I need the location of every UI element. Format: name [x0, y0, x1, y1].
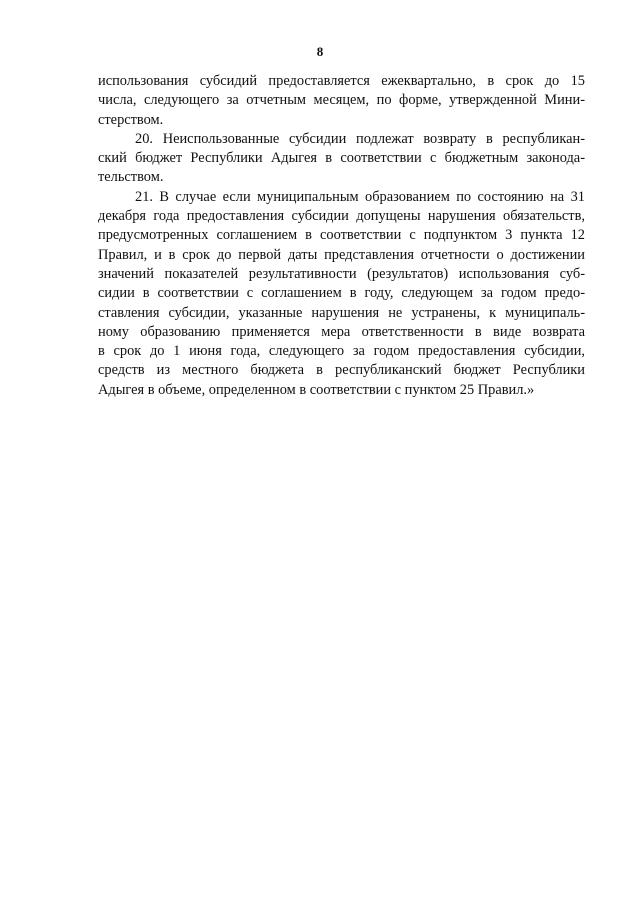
paragraph-item-21	[98, 188, 585, 400]
paragraph-item-20	[98, 130, 585, 188]
text-line: 20. Неиспользованные субсидии подлежат возврату в республикан-	[135, 130, 585, 147]
text-line: стерством.	[98, 111, 164, 128]
text-line: в срок до 1 июня года, следующего за годом предоставления субсидии,	[98, 343, 585, 360]
text-line: тельством.	[98, 169, 164, 186]
paragraph	[98, 72, 585, 130]
text-line: ский бюджет Республики Адыгея в соответствии с бюджетным законода-	[98, 150, 585, 167]
text-line: числа, следующего за отчетным месяцем, по форме, утвержденной Мини-	[98, 92, 585, 109]
text-line: средств из местного бюджета в республиканский бюджет Республики	[98, 362, 585, 379]
text-line: Адыгея в объеме, определенном в соответствии с пунктом 25 Правил.»	[98, 381, 535, 398]
page-number: 8	[316, 44, 324, 59]
text-line: ному образованию применяется мера ответственности в виде возврата	[98, 323, 585, 340]
text-line: значений показателей результативности (результатов) использования суб-	[98, 265, 585, 282]
text-line: ставления субсидии, указанные нарушения не устранены, к муниципаль-	[98, 304, 585, 321]
text-line: предусмотренных соглашением в соответствии с подпунктом 3 пункта 12	[98, 227, 585, 244]
text-line: сидии в соответствии с соглашением в году, следующем за годом предо-	[98, 285, 585, 302]
text-line: использования субсидий предоставляется ежеквартально, в срок до 15	[98, 73, 585, 89]
text-line: Правил, и в срок до первой даты представления отчетности о достижении	[98, 246, 585, 263]
document-body	[98, 72, 585, 400]
text-line: декабря года предоставления субсидии допущены нарушения обязательств,	[98, 208, 585, 225]
text-line: 21. В случае если муниципальным образованием по состоянию на 31	[135, 188, 585, 205]
